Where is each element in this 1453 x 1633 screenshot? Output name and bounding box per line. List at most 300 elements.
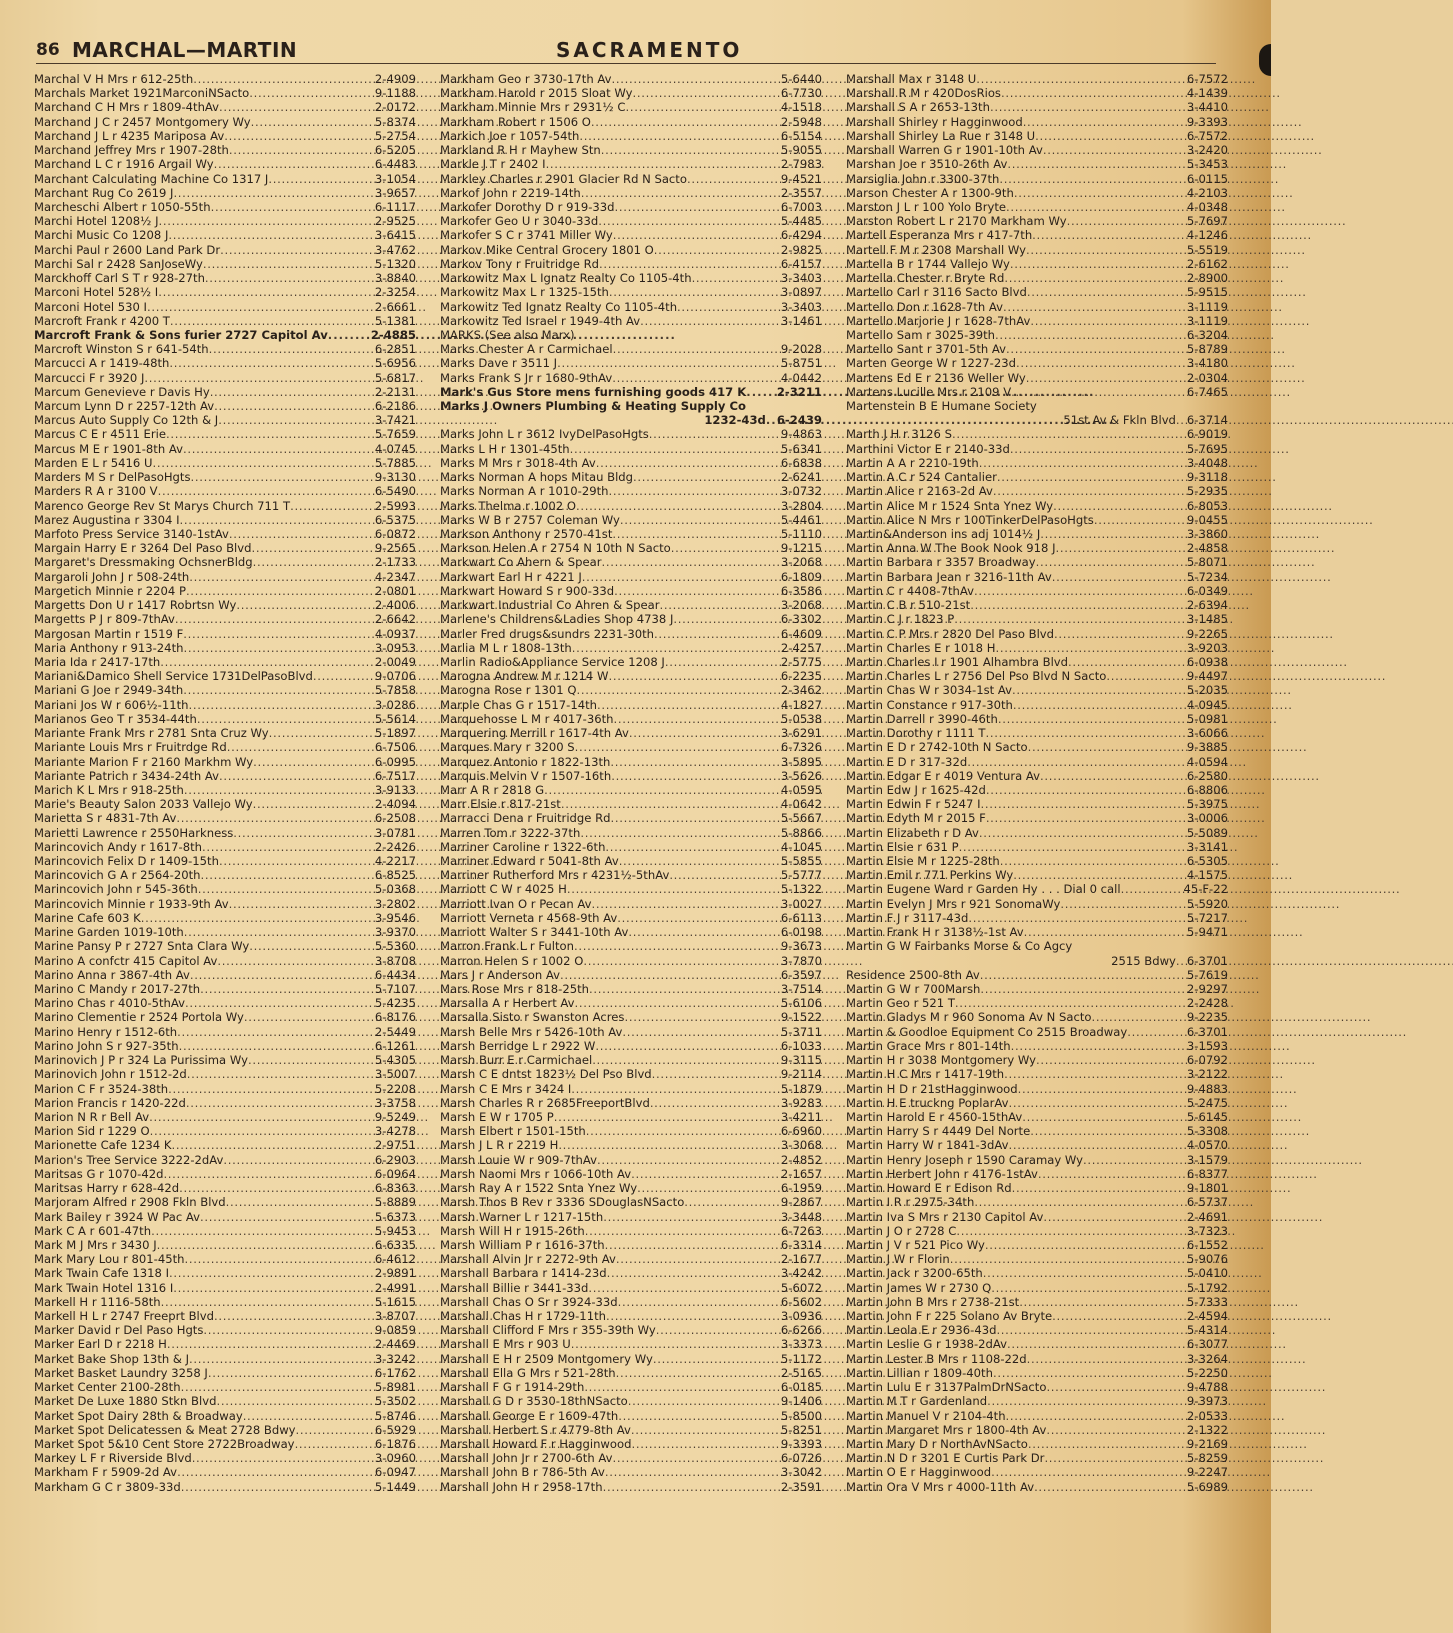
- leader-dots: [1032, 228, 1186, 242]
- listing-entry: [440, 683, 822, 697]
- leader-dots: [624, 1010, 779, 1024]
- listing-entry: [34, 172, 416, 186]
- leader-dots: [650, 1096, 780, 1110]
- listing-name: Marks W B r 2757 Coleman Wy: [440, 512, 620, 527]
- listing-name: Marchand L C r 1916 Argail Wy: [34, 157, 214, 172]
- listing-phone: 2-1322: [1186, 1422, 1228, 1437]
- listing-entry: [846, 783, 1228, 797]
- leader-dots: [1036, 555, 1186, 569]
- leader-dots: [1121, 882, 1183, 896]
- listing-phone: 5-2935: [1186, 484, 1228, 499]
- leader-dots: [980, 968, 1186, 982]
- listing-phone: 5-8981: [374, 1380, 416, 1395]
- leader-dots: [954, 612, 1186, 626]
- listing-name: Martin Edw J r 1625-42d: [846, 782, 986, 797]
- listing-phone: 5-8866: [780, 825, 822, 840]
- listing-phone: 9-0706: [374, 669, 416, 684]
- listing-entry: [846, 1266, 1228, 1280]
- leader-dots: [684, 1195, 780, 1209]
- listing-phone: 6-7572: [1186, 128, 1228, 143]
- listing-name: Martin Emil r 771 Perkins Wy: [846, 868, 1014, 883]
- listing-entry: [846, 897, 1228, 911]
- listing-name: Martin J O r 2728 C: [846, 1223, 957, 1238]
- listing-phone: 3-3448: [780, 1209, 822, 1224]
- listing-entry: [34, 285, 416, 299]
- listing-entry: [34, 1096, 416, 1110]
- leader-dots: [1007, 157, 1186, 171]
- listing-entry: [440, 314, 822, 328]
- listing-entry: [34, 257, 416, 271]
- listing-name: Mark Twain Hotel 1316 I: [34, 1280, 174, 1295]
- listing-phone: 2-9891: [374, 1266, 416, 1281]
- leader-dots: [631, 1437, 779, 1451]
- listing-name: Martin Edgar E r 4019 Ventura Av: [846, 768, 1041, 783]
- listing-phone: 5-4314: [1186, 1323, 1228, 1338]
- listing-name: Martin G W r 700Marsh: [846, 982, 981, 996]
- leader-dots: [176, 811, 374, 825]
- listing-phone: 2-6642: [374, 612, 416, 627]
- listing-entry: [34, 143, 416, 157]
- listing-phone: 5-5360: [374, 939, 416, 954]
- listing-name: Marlin Radio&Appliance Service 1208 J: [440, 654, 665, 669]
- leader-dots: [253, 755, 374, 769]
- listing-name: Markey L F r Riverside Blvd: [34, 1451, 192, 1466]
- listing-name: Marino C Mandy r 2017-27th: [34, 982, 201, 996]
- listing-name: Martens Lucille Mrs r 2109 V: [846, 384, 1012, 399]
- leader-dots: [219, 854, 374, 868]
- listing-entry: [440, 1167, 822, 1181]
- leader-dots: [628, 1394, 780, 1408]
- listing-name: Mariante Marion F r 2160 Markhm Wy: [34, 754, 254, 769]
- listing-phone: 3-7421: [374, 413, 416, 428]
- listing-entry: [34, 1039, 416, 1053]
- listing-entry: [440, 1110, 822, 1124]
- listing-name: Margetts Don U r 1417 Robrtsn Wy: [34, 598, 237, 613]
- leader-dots: [585, 1224, 780, 1238]
- listing-entry: [846, 968, 1228, 982]
- listing-entry: [846, 925, 1228, 939]
- leader-dots: [656, 1323, 780, 1337]
- listing-entry: [440, 1480, 822, 1494]
- listing-name: Marsalla Sisto r Swanston Acres: [440, 1010, 625, 1025]
- leader-dots: [185, 996, 374, 1010]
- listing-phone: 5-2208: [374, 1081, 416, 1096]
- leader-dots: [576, 683, 779, 697]
- leader-dots: [150, 1124, 374, 1138]
- listing-name: Marron Helen S r 1002 O: [440, 953, 584, 968]
- leader-dots: [1052, 570, 1186, 584]
- leader-dots: [227, 740, 374, 754]
- listing-entry: [34, 328, 416, 342]
- listing-phone: 9-1215: [780, 541, 822, 556]
- listing-name: Mark M J Mrs r 3430 J: [34, 1237, 157, 1252]
- listing-phone: 5-1792: [1186, 1280, 1228, 1295]
- listing-entry: [34, 826, 416, 840]
- listing-entry: [846, 584, 1228, 598]
- listing-entry: [846, 641, 1228, 655]
- listing-phone: 3-9657: [374, 185, 416, 200]
- listing-entry: [440, 1266, 822, 1280]
- listing-name: Martin H r 3038 Montgomery Wy: [846, 1053, 1037, 1068]
- listing-entry: [34, 698, 416, 712]
- listing-entry: [440, 1195, 822, 1209]
- listing-entry: [440, 1451, 822, 1465]
- listing-name: Marth J H r 3126 S: [846, 427, 952, 442]
- listing-phone: 4-0570: [1186, 1138, 1228, 1153]
- listing-name: Martin Howard E r Edison Rd: [846, 1181, 1012, 1196]
- listing-phone: 9-2235: [1186, 1010, 1228, 1025]
- listing-phone: 5-8789: [1186, 342, 1228, 357]
- listing-phone: 6-0995: [374, 754, 416, 769]
- listing-entry: [440, 143, 822, 157]
- listing-entry: [846, 1124, 1228, 1138]
- leader-dots: [983, 1266, 1186, 1280]
- listing-name: Marine Garden 1019-10th: [34, 925, 184, 940]
- listing-entry: [846, 513, 1228, 527]
- leader-dots: [173, 1281, 374, 1295]
- listing-entry: [440, 399, 822, 413]
- leader-dots: [180, 513, 374, 527]
- listing-name: Martin H D r 21stHagginwood: [846, 1081, 1018, 1096]
- listing-phone: 6-7572: [1186, 72, 1228, 86]
- listing-entry: [846, 1465, 1228, 1479]
- listing-name: Markof John r 2219-14th: [440, 185, 581, 200]
- listing-name: Marine Pansy P r 2727 Snta Clara Wy: [34, 939, 250, 954]
- leader-dots: [616, 1252, 780, 1266]
- listing-entry: [846, 243, 1228, 257]
- leader-dots: [163, 1167, 373, 1181]
- listing-phone: 2-5948: [780, 114, 822, 129]
- listing-entry: [440, 1380, 822, 1394]
- listing-name: Martens Ed E r 2136 Weller Wy: [846, 370, 1026, 385]
- listing-phone: 5-8251: [780, 1422, 822, 1437]
- listing-phone: 6-2439: [776, 413, 822, 428]
- listing-name: Marks L H r 1301-45th: [440, 441, 570, 456]
- leader-dots: [1028, 1437, 1186, 1451]
- listing-name: Margetich Minnie r 2204 P: [34, 583, 186, 598]
- listing-phone: 2-2428: [1186, 996, 1228, 1011]
- listing-entry: [846, 911, 1228, 925]
- listing-phone: 3-5626: [780, 768, 822, 783]
- listing-entry: [846, 200, 1228, 214]
- listing-entry: [846, 342, 1228, 356]
- listing-entry: [846, 1309, 1228, 1323]
- listing-entry: [440, 1309, 822, 1323]
- listing-phone: 9-3673: [780, 939, 822, 954]
- listing-name: Market Spot 5&10 Cent Store 2722Broadway: [34, 1437, 295, 1451]
- listing-phone: 2-8900: [1186, 271, 1228, 286]
- leader-dots: [1034, 1480, 1186, 1494]
- listing-entry: [440, 1010, 822, 1024]
- leader-dots: [620, 513, 780, 527]
- leader-dots: [1012, 683, 1186, 697]
- listing-entry: [440, 826, 822, 840]
- listing-entry: [34, 427, 416, 441]
- listing-entry: [34, 996, 416, 1010]
- leader-dots: [190, 968, 374, 982]
- listing-phone: 4-1827: [780, 697, 822, 712]
- listing-entry: [34, 129, 416, 143]
- leader-dots: [141, 911, 374, 925]
- listing-phone: 5-7695: [1186, 441, 1228, 456]
- listing-name: Markowitz Ted Ignatz Realty Co 1105-4th: [440, 299, 678, 314]
- listing-entry: [440, 726, 822, 740]
- leader-dots: [1018, 1082, 1186, 1096]
- listing-phone: 3-3264: [1186, 1351, 1228, 1366]
- listing-entry: [34, 1138, 416, 1152]
- listing-name: Marchand C H Mrs r 1809-4thAv: [34, 100, 220, 115]
- leader-dots: [147, 300, 374, 314]
- leader-dots: [628, 925, 780, 939]
- leader-dots: [209, 342, 374, 356]
- listing-name: Maria Ida r 2417-17th: [34, 654, 161, 669]
- listing-phone: 6-5375: [374, 512, 416, 527]
- listing-entry: [846, 1480, 1228, 1494]
- listing-name: Market Spot Delicatessen & Meat 2728 Bdwy: [34, 1422, 296, 1437]
- listing-phone: 9-3130: [374, 470, 416, 485]
- listing-entry: [440, 243, 822, 257]
- listing-entry: [846, 882, 1228, 896]
- leader-dots: [654, 243, 780, 257]
- listing-phone: 6-3077: [1186, 1337, 1228, 1352]
- listing-phone: 5-9515: [1186, 285, 1228, 300]
- leader-dots: [950, 1252, 1186, 1266]
- listing-phone: 9-0455: [1186, 512, 1228, 527]
- listing-entry: [440, 1337, 822, 1351]
- listing-phone: 6-4434: [374, 967, 416, 982]
- listing-entry: [440, 698, 822, 712]
- listing-name: Marquehosse L M r 4017-36th: [440, 711, 614, 726]
- listing-name: Marino John S r 927-35th: [34, 1038, 179, 1053]
- listing-name: Martin & Goodloe Equipment Co 2515 Broadway: [846, 1024, 1128, 1039]
- listing-phone: 5-6440: [780, 72, 822, 86]
- listing-name: Marsh William P r 1616-37th: [440, 1237, 605, 1252]
- listing-phone: 3-8707: [374, 1309, 416, 1324]
- listing-phone: 2-9751: [374, 1138, 416, 1153]
- listing-name: Marshall Chas O Sr r 3924-33d: [440, 1294, 618, 1309]
- listing-name: Marriner Edward r 5041-8th Av: [440, 854, 619, 869]
- listing-entry: [846, 172, 1228, 186]
- listing-entry: [846, 854, 1228, 868]
- listing-phone: 6-0964: [374, 1166, 416, 1181]
- leader-dots: [171, 1138, 373, 1152]
- leader-dots: [995, 328, 1186, 342]
- listing-name: Marchand Jeffrey Mrs r 1907-28th: [34, 143, 229, 158]
- listing-name: Martin Manuel V r 2104-4th: [846, 1408, 1006, 1423]
- leader-dots: [177, 1465, 374, 1479]
- leader-dots: [557, 356, 780, 370]
- listing-phone: 5-5614: [374, 711, 416, 726]
- listing-name: Martella Chester r Bryte Rd: [846, 271, 1005, 286]
- listing-name: Martin O E r Hagginwood: [846, 1465, 992, 1480]
- listing-entry: [440, 584, 822, 598]
- listing-entry: [440, 1181, 822, 1195]
- listing-name: Martin M T r Gardenland: [846, 1394, 988, 1409]
- listing-phone: 6-3586: [780, 583, 822, 598]
- listing-name: Markowitz Max L Ignatz Realty Co 1105-4th: [440, 271, 692, 286]
- leader-dots: [570, 442, 780, 456]
- listing-phone: 9-4521: [780, 171, 822, 186]
- listing-name: Marfoto Press Service 3140-1stAv: [34, 527, 229, 541]
- leader-dots: [591, 115, 780, 129]
- leader-dots: [1060, 897, 1186, 911]
- listing-entry: [440, 641, 822, 655]
- leader-dots: [1127, 1025, 1186, 1039]
- leader-dots: [1067, 214, 1186, 228]
- listing-name: Margaret's Dressmaking OchsnerBldg: [34, 555, 253, 570]
- leader-dots: [205, 271, 374, 285]
- listing-name: Marino Chas r 4010-5thAv: [34, 996, 186, 1011]
- listing-name: Marogna Andrew M r 1214 W: [440, 669, 609, 684]
- listing-name: Marion N R r Bell Av: [34, 1109, 150, 1124]
- listing-name: Marks Frank S Jr r 1680-9thAv: [440, 370, 613, 385]
- listing-entry: [846, 456, 1228, 470]
- leader-dots: [1106, 669, 1186, 683]
- listing-entry: [34, 243, 416, 257]
- listing-name: Martin A A r 2210-19th: [846, 455, 979, 470]
- listing-entry: [846, 1281, 1228, 1295]
- listing-name: Markwart Industrial Co Ahren & Spear: [440, 598, 660, 613]
- listing-name: Marchal V H Mrs r 612-25th: [34, 72, 194, 86]
- listing-name: Marcum Lynn D r 2257-12th Av: [34, 399, 215, 414]
- leader-dots: [586, 1124, 780, 1138]
- listing-phone: 6-1959: [780, 1181, 822, 1196]
- listing-phone: 2-1733: [374, 555, 416, 570]
- name-range: MARCHAL—MARTIN: [72, 38, 298, 62]
- listing-phone: 5-4485: [780, 214, 822, 229]
- listing-name: Marincovich G A r 2564-20th: [34, 868, 201, 883]
- listing-entry: [846, 541, 1228, 555]
- column-3: [846, 72, 1228, 1494]
- listing-name: Martin&Anderson ins adj 1014½ J: [846, 527, 1041, 541]
- leader-dots: [200, 982, 374, 996]
- listing-phone: 5-7217: [1186, 910, 1228, 925]
- leader-dots: [746, 399, 821, 413]
- listing-entry: [34, 1309, 416, 1323]
- listing-name: Martin Alice M r 1524 Snta Ynez Wy: [846, 498, 1054, 513]
- listing-name: Marshall Herbert S r 4779-8th Av: [440, 1422, 631, 1437]
- leader-dots: [181, 1480, 374, 1494]
- listing-entry: [34, 854, 416, 868]
- listing-name: Martin C r 4408-7thAv: [846, 583, 974, 598]
- listing-phone: 5-0368: [374, 882, 416, 897]
- listing-name: Markham F r 5909-2d Av: [34, 1465, 178, 1480]
- listing-name: Marshall Shirley r Hagginwood: [846, 114, 1023, 129]
- listing-name: Marsh C E dntst 1823½ Del Pso Blvd: [440, 1067, 652, 1082]
- listing-phone: 3-1119: [1186, 299, 1228, 314]
- leader-dots: [575, 328, 821, 342]
- listing-name: Marracci Dena r Fruitridge Rd: [440, 811, 611, 826]
- listing-entry: [846, 1409, 1228, 1423]
- listing-phone: 6-2580: [1186, 768, 1228, 783]
- listing-entry: [846, 1039, 1228, 1053]
- listing-phone: 5-5089: [1186, 825, 1228, 840]
- listing-name: Marple Chas G r 1517-14th: [440, 697, 598, 712]
- listing-entry: [846, 1096, 1228, 1110]
- leader-dots: [959, 840, 1186, 854]
- listing-name: Marr A R r 2818 G: [440, 782, 545, 797]
- listing-name: Marker David r Del Paso Hgts: [34, 1323, 204, 1338]
- listing-entry: [34, 484, 416, 498]
- listing-phone: 3-6291: [780, 726, 822, 741]
- listing-name: Markwart Howard S r 900-33d: [440, 583, 615, 598]
- listing-name: Marion Francis r 1420-22d: [34, 1095, 186, 1110]
- listing-name: Martin A C r 524 Cantalier: [846, 470, 997, 485]
- listing-phone: 2-4852: [780, 1152, 822, 1167]
- listing-entry: [846, 115, 1228, 129]
- leader-dots: [179, 1039, 374, 1053]
- listing-entry: [34, 115, 416, 129]
- leader-dots: [313, 669, 374, 683]
- listing-phone: 6-3302: [780, 612, 822, 627]
- listing-entry: [34, 1423, 416, 1437]
- listing-name: Marincovich Andy r 1617-8th: [34, 839, 202, 854]
- leader-dots: [1043, 1210, 1186, 1224]
- listing-entry: [34, 1153, 416, 1167]
- leader-dots: [220, 243, 374, 257]
- listing-entry: [440, 541, 822, 555]
- listing-name: Martella B r 1744 Vallejo Wy: [846, 256, 1010, 271]
- listing-phone: 3-3860: [1186, 527, 1228, 541]
- listing-name: Marriott C W r 4025 H: [440, 882, 567, 897]
- listing-phone: 3-3403: [780, 271, 822, 286]
- listing-entry: [440, 982, 822, 996]
- leader-dots: [160, 655, 374, 669]
- listing-entry: [34, 527, 416, 541]
- listing-name: Maritsas Harry r 628-42d: [34, 1181, 180, 1196]
- listing-entry: [34, 228, 416, 242]
- listing-phone: 3-1579: [1186, 1152, 1228, 1167]
- listing-name: 1232-43d: [704, 413, 766, 428]
- listing-entry: [440, 911, 822, 925]
- listing-entry: [846, 100, 1228, 114]
- leader-dots: [637, 1181, 780, 1195]
- listing-phone: 9-1801: [1186, 1181, 1228, 1196]
- listing-name: Markofer Dorothy D r 919-33d: [440, 199, 615, 214]
- listing-phone: 9-2565: [374, 541, 416, 556]
- listing-phone: 2-6162: [1186, 256, 1228, 271]
- listing-entry: [846, 755, 1228, 769]
- listing-phone: 2-0533: [1186, 1408, 1228, 1423]
- listing-phone: 6-8525: [374, 868, 416, 883]
- listing-entry: [34, 1224, 416, 1238]
- leader-dots: [159, 214, 374, 228]
- leader-dots: [185, 1252, 374, 1266]
- listing-name: Martin Grace Mrs r 801-14th: [846, 1038, 1011, 1053]
- listing-entry: [34, 641, 416, 655]
- leader-dots: [183, 442, 374, 456]
- listing-entry: [846, 143, 1228, 157]
- listing-name: Marshall Barbara r 1414-23d: [440, 1266, 607, 1281]
- listing-phone: 6-3314: [780, 1237, 822, 1252]
- leader-dots: [970, 598, 1186, 612]
- listing-entry: [34, 655, 416, 669]
- listing-entry: [440, 1423, 822, 1437]
- listing-phone: 3-9203: [1186, 640, 1228, 655]
- listing-name: Marchant Rug Co 2619 J: [34, 185, 174, 200]
- listing-phone: 4-0595: [780, 782, 822, 797]
- listing-name: Marquering Merrill r 1617-4th Av: [440, 726, 629, 741]
- leader-dots: [1014, 186, 1186, 200]
- listing-entry: [34, 442, 416, 456]
- listing-phone: 5-6341: [780, 441, 822, 456]
- listing-phone: 6-0349: [1186, 583, 1228, 598]
- listing-entry: [846, 1224, 1228, 1238]
- listing-name: Marchand J C r 2457 Montgomery Wy: [34, 114, 251, 129]
- listing-name: Marshall Howard F r Hagginwood: [440, 1437, 632, 1451]
- listing-phone: 5-7619: [1186, 967, 1228, 982]
- leader-dots: [987, 1394, 1186, 1408]
